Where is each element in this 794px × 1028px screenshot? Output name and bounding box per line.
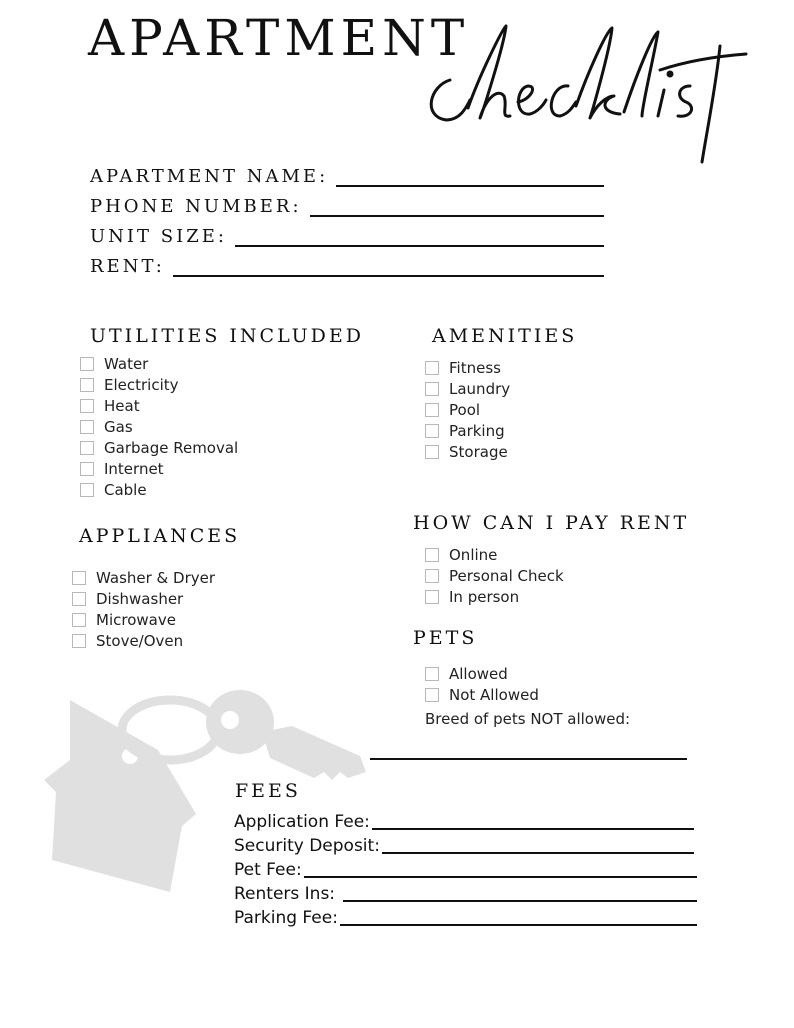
checkbox[interactable] (425, 424, 439, 438)
checklist-item[interactable] (80, 374, 238, 395)
write-line[interactable] (343, 900, 697, 902)
unit-size-field[interactable] (90, 222, 604, 248)
field-label: RENT: (90, 256, 165, 277)
item-label: Allowed (449, 664, 508, 683)
item-label: Internet (104, 459, 164, 478)
fee-label: Security Deposit: (234, 836, 380, 856)
renters-ins-field[interactable] (234, 882, 697, 904)
checklist-script-title (420, 16, 750, 166)
write-line[interactable] (382, 852, 694, 854)
utilities-title: UTILITIES INCLUDED (90, 325, 365, 347)
item-label: Washer & Dryer (96, 568, 216, 587)
checkbox[interactable] (80, 483, 94, 497)
checklist-item[interactable] (80, 437, 238, 458)
checklist-item[interactable] (425, 378, 510, 399)
checkbox[interactable] (72, 592, 86, 606)
item-label: Fitness (449, 358, 501, 377)
checklist-item[interactable] (425, 544, 564, 565)
pets-title: PETS (413, 627, 478, 649)
item-label: Not Allowed (449, 685, 539, 704)
checkbox[interactable] (72, 613, 86, 627)
checklist-item[interactable] (80, 395, 238, 416)
item-label: Online (449, 545, 498, 564)
checkbox[interactable] (425, 548, 439, 562)
checkbox[interactable] (425, 361, 439, 375)
checklist-item[interactable] (425, 357, 510, 378)
checkbox[interactable] (80, 420, 94, 434)
apartment-name-field[interactable] (90, 162, 604, 188)
write-line[interactable] (235, 245, 604, 247)
field-label: APARTMENT NAME: (90, 166, 329, 187)
pets-list (425, 663, 539, 705)
application-fee-field[interactable] (234, 810, 694, 832)
parking-fee-field[interactable] (234, 906, 697, 928)
appliances-list (72, 567, 215, 651)
checkbox[interactable] (72, 634, 86, 648)
item-label: Garbage Removal (104, 438, 239, 457)
checkbox[interactable] (425, 569, 439, 583)
rent-field[interactable] (90, 252, 604, 278)
checkbox[interactable] (425, 590, 439, 604)
checklist-item[interactable] (80, 416, 238, 437)
pay-rent-list (425, 544, 564, 607)
item-label: Stove/Oven (96, 631, 184, 650)
item-label: Electricity (104, 375, 179, 394)
checklist-item[interactable] (80, 458, 238, 479)
checkbox[interactable] (425, 688, 439, 702)
breed-label: Breed of pets NOT allowed: (425, 710, 631, 728)
write-line[interactable] (304, 876, 697, 878)
checkbox[interactable] (80, 462, 94, 476)
item-label: Laundry (449, 379, 511, 398)
breed-write-line[interactable] (370, 758, 687, 760)
security-deposit-field[interactable] (234, 834, 694, 856)
fee-label: Pet Fee: (234, 860, 302, 880)
checklist-item[interactable] (425, 663, 539, 684)
checklist-item[interactable] (72, 609, 215, 630)
checkbox[interactable] (72, 571, 86, 585)
checkbox[interactable] (425, 667, 439, 681)
checklist-item[interactable] (425, 441, 510, 462)
checklist-item[interactable] (80, 353, 238, 374)
write-line[interactable] (310, 215, 604, 217)
checklist-item[interactable] (425, 565, 564, 586)
field-label: PHONE NUMBER: (90, 196, 302, 217)
checklist-item[interactable] (72, 567, 215, 588)
item-label: Heat (104, 396, 140, 415)
item-label: Dishwasher (96, 589, 184, 608)
amenities-list (425, 357, 510, 462)
write-line[interactable] (340, 924, 697, 926)
checklist-item[interactable] (425, 420, 510, 441)
checklist-item[interactable] (425, 684, 539, 705)
checkbox[interactable] (425, 403, 439, 417)
amenities-title: AMENITIES (432, 325, 578, 347)
checklist-item[interactable] (425, 586, 564, 607)
checkbox[interactable] (80, 357, 94, 371)
fee-label: Renters Ins: (234, 884, 336, 904)
write-line[interactable] (336, 185, 604, 187)
checkbox[interactable] (80, 378, 94, 392)
checklist-item[interactable] (80, 479, 238, 500)
item-label: Parking (449, 421, 505, 440)
checkbox[interactable] (425, 445, 439, 459)
item-label: Pool (449, 400, 481, 419)
item-label: Gas (104, 417, 133, 436)
checklist-item[interactable] (425, 399, 510, 420)
item-label: Microwave (96, 610, 176, 629)
write-line[interactable] (372, 828, 694, 830)
fees-title: FEES (235, 780, 301, 802)
fee-label: Parking Fee: (234, 908, 338, 928)
phone-number-field[interactable] (90, 192, 604, 218)
checkbox[interactable] (425, 382, 439, 396)
checkbox[interactable] (80, 399, 94, 413)
item-label: Water (104, 354, 149, 373)
item-label: In person (449, 587, 520, 606)
item-label: Storage (449, 442, 508, 461)
checkbox[interactable] (80, 441, 94, 455)
field-label: UNIT SIZE: (90, 226, 227, 247)
fee-label: Application Fee: (234, 812, 370, 832)
utilities-list (80, 353, 238, 500)
appliances-title: APPLIANCES (79, 525, 241, 547)
page-title: APARTMENT (88, 9, 470, 67)
checklist-item[interactable] (72, 630, 215, 651)
pay-rent-title: HOW CAN I PAY RENT (413, 512, 690, 534)
checklist-item[interactable] (72, 588, 215, 609)
pet-fee-field[interactable] (234, 858, 697, 880)
item-label: Personal Check (449, 566, 564, 585)
item-label: Cable (104, 480, 147, 499)
write-line[interactable] (173, 275, 604, 277)
